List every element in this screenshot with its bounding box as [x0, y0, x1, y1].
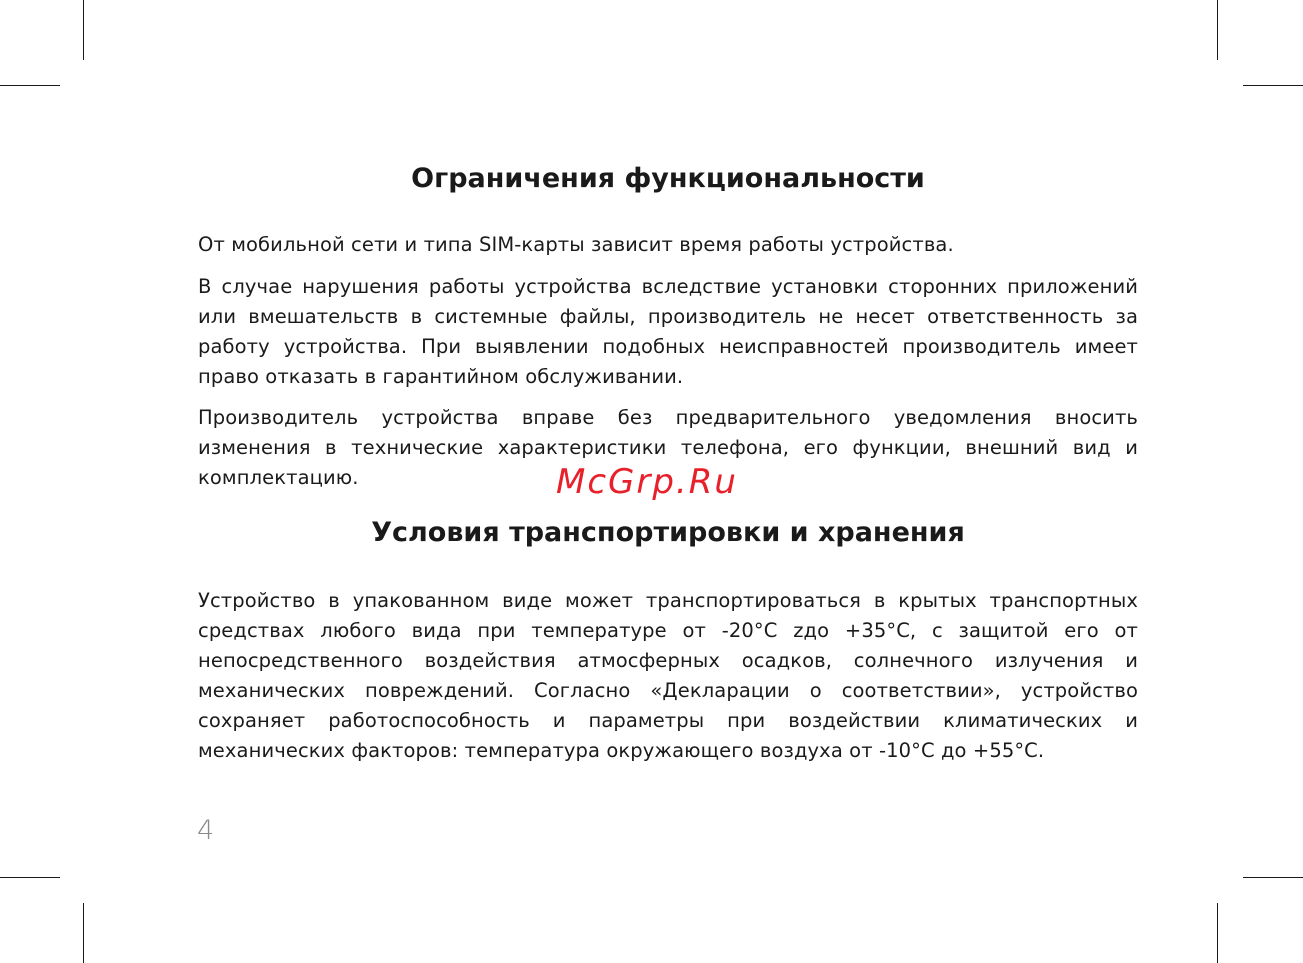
paragraph-third-party-apps: В случае нарушения работы устройства вследствие установки сторонних приложений или вмешательств в системные файлы, производитель не несет ответственность за работу устройства. При выявлении подобных неисправностей производитель имеет право отказать в гарантийном обслуживании. [198, 275, 1138, 388]
crop-mark-top-left-vertical [83, 0, 84, 60]
paragraph-sim-battery: От мобильной сети и типа SIM-карты зависит время работы устройства. [198, 233, 954, 256]
crop-mark-top-right-horizontal [1243, 85, 1303, 86]
section-heading-transport-storage: Условия транспортировки и хранения [371, 517, 965, 548]
crop-mark-top-left-horizontal [0, 85, 60, 86]
crop-mark-bottom-right-horizontal [1243, 877, 1303, 878]
crop-mark-bottom-right-vertical [1217, 903, 1218, 963]
section-heading-limitations: Ограничения функциональности [411, 163, 925, 194]
page-number: 4 [197, 815, 215, 846]
crop-mark-bottom-left-vertical [83, 903, 84, 963]
crop-mark-top-right-vertical [1217, 0, 1218, 60]
paragraph-manufacturer-changes: Производитель устройства вправе без предварительного уведомления вносить изменения в технические характеристики телефона, его функции, внешний вид и комплектацию. [198, 406, 1138, 489]
paragraph-transport-conditions: Устройство в упакованном виде может транспортироваться в крытых транспортных средствах любого вида при температуре от -20°С zдо +35°С, с защитой его от непосредственного воздействия атмосферных осадков, солнечного излучения и механических повреждений. Согласно «Декларации о соответствии», устройство сохраняет работоспособность и параметры при воздействии климатических и механических факторов: температура окружающего воздуха от -10°С до +55°С. [198, 589, 1138, 762]
crop-mark-bottom-left-horizontal [0, 877, 60, 878]
watermark-text: McGrp.Ru [556, 462, 738, 502]
